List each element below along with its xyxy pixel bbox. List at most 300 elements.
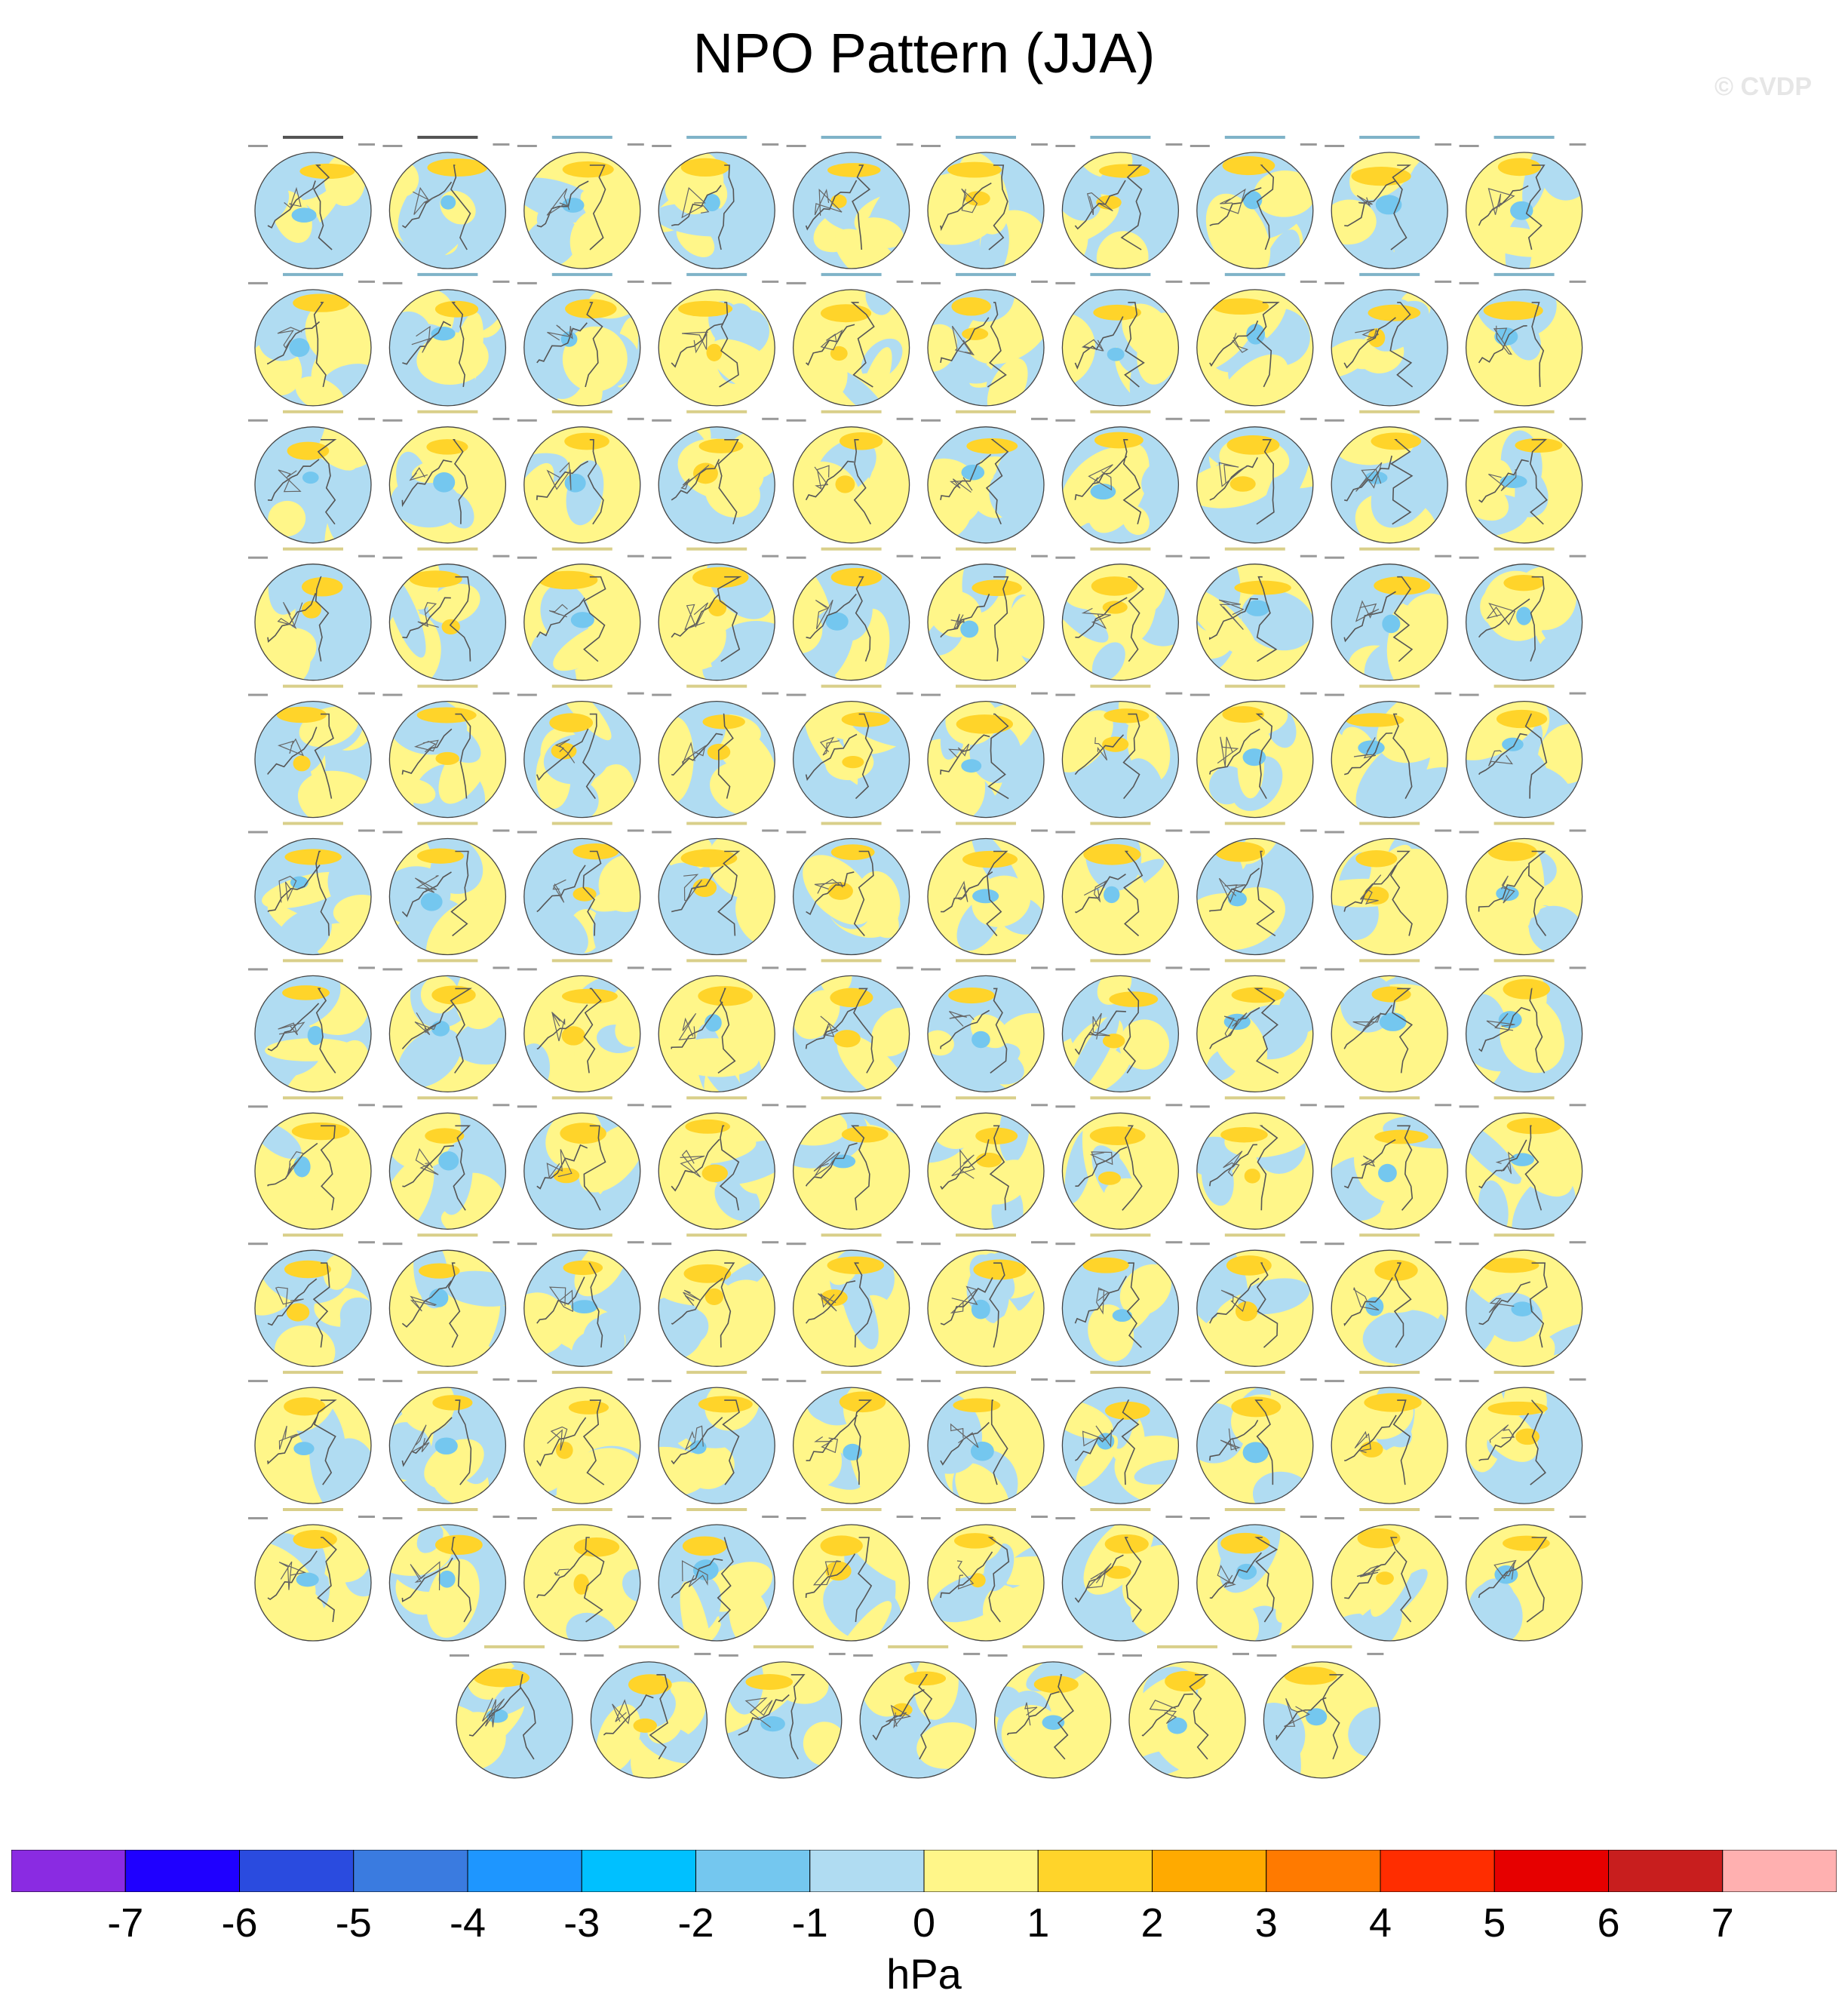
positive-core	[956, 714, 1013, 734]
map-panel	[628, 1233, 789, 1373]
panel-period-mark	[1460, 557, 1479, 559]
panel-pct-mark	[493, 966, 509, 969]
center-core	[960, 620, 978, 637]
center-core	[976, 1153, 1002, 1168]
panel-period-mark	[1325, 1243, 1344, 1245]
map-panel	[1325, 1368, 1451, 1542]
panel-pct-mark	[493, 1378, 509, 1381]
map-panel	[248, 666, 388, 840]
map-panel	[1315, 121, 1451, 290]
positive-core	[1284, 1666, 1337, 1685]
map-panel	[1028, 959, 1183, 1113]
panel-pct-mark	[1165, 966, 1182, 969]
panel-title-mark	[1359, 1371, 1420, 1374]
positive-core	[284, 849, 341, 865]
map-panel	[1054, 1227, 1189, 1411]
map-panel	[216, 1508, 403, 1641]
panel-title-mark	[686, 136, 747, 139]
colorbar-tick-label: -2	[677, 1900, 714, 1946]
panel-title-mark	[821, 410, 882, 413]
panel-period-mark	[787, 557, 806, 559]
panel-pct-mark	[1570, 143, 1586, 146]
positive-core	[1094, 432, 1143, 449]
panel-pct-mark	[493, 555, 509, 558]
map-panel	[891, 1501, 1079, 1641]
positive-core	[1374, 576, 1430, 595]
panel-title-mark	[1494, 685, 1555, 688]
panel-title-mark	[552, 959, 612, 962]
panel-title-mark	[417, 273, 477, 276]
colorbar-tick-label: 2	[1140, 1900, 1164, 1946]
colorbar-swatch	[354, 1850, 468, 1892]
map-panel	[1454, 136, 1598, 286]
positive-core	[1498, 158, 1541, 177]
panel-title-mark	[1359, 1233, 1420, 1236]
panel-pct-mark	[1300, 1241, 1317, 1243]
center-core	[292, 207, 317, 223]
panel-title-mark	[821, 548, 882, 551]
panel-title-mark	[821, 1508, 882, 1511]
panel-title-mark	[417, 1096, 477, 1099]
panel-period-mark	[787, 282, 806, 284]
panel-title-mark	[1090, 1508, 1150, 1511]
positive-core	[1226, 1255, 1272, 1276]
center-core	[565, 474, 586, 493]
panel-pct-mark	[1300, 1378, 1317, 1381]
positive-core	[954, 1533, 996, 1549]
map-panel	[1325, 673, 1478, 830]
panel-pct-mark	[762, 693, 778, 695]
panel-period-mark	[1122, 1654, 1142, 1657]
map-panel	[1325, 410, 1461, 590]
panel-period-mark	[1190, 557, 1210, 559]
panel-title-mark	[417, 959, 477, 962]
panel-title-mark	[1090, 136, 1150, 139]
panel-pct-mark	[762, 143, 778, 146]
map-panel	[238, 1233, 388, 1380]
positive-core	[563, 1261, 603, 1275]
panel-title-mark	[1225, 822, 1285, 825]
panel-pct-mark	[897, 418, 913, 420]
panel-period-mark	[248, 282, 268, 284]
panel-title-mark	[417, 822, 477, 825]
panel-period-mark	[248, 1243, 268, 1245]
panel-pct-mark	[1031, 555, 1048, 558]
map-panel	[361, 1508, 510, 1644]
panel-pct-mark	[1435, 830, 1451, 832]
panel-pct-mark	[1300, 830, 1317, 832]
panel-title-mark	[956, 1508, 1016, 1511]
map-panel	[1187, 1096, 1343, 1229]
panel-title-mark	[417, 1233, 477, 1236]
panel-pct-mark	[1300, 966, 1317, 969]
map-panel	[584, 1645, 717, 1811]
panel-pct-mark	[358, 555, 375, 558]
colorbar-tick-label: 3	[1254, 1900, 1278, 1946]
panel-title-mark	[821, 959, 882, 962]
map-panel	[382, 940, 533, 1100]
map-panel	[514, 672, 645, 865]
panel-period-mark	[921, 831, 941, 834]
panel-pct-mark	[1300, 555, 1317, 558]
panel-title-mark	[1090, 273, 1150, 276]
panel-title-mark	[1494, 1508, 1555, 1511]
panel-period-mark	[1257, 1654, 1276, 1657]
positive-core	[1346, 713, 1404, 726]
panel-pct-mark	[897, 1378, 913, 1381]
positive-core	[1093, 305, 1141, 321]
map-panel	[1460, 1371, 1586, 1504]
panel-pct-mark	[762, 1378, 778, 1381]
panel-period-mark	[921, 419, 941, 422]
panel-period-mark	[921, 968, 941, 970]
panel-title-mark	[283, 410, 343, 413]
panel-title-mark	[956, 822, 1016, 825]
center-core	[1502, 738, 1524, 751]
positive-core	[1109, 991, 1158, 1007]
panel-period-mark	[1460, 1243, 1479, 1245]
center-core	[1245, 1169, 1260, 1184]
center-core	[1376, 1571, 1394, 1584]
panel-pct-mark	[1031, 1378, 1048, 1381]
panel-pct-mark	[1165, 1516, 1182, 1518]
panel-period-mark	[652, 968, 671, 970]
center-core	[706, 344, 722, 361]
panel-period-mark	[1055, 145, 1075, 147]
panel-title-mark	[552, 1371, 612, 1374]
map-panel	[1444, 266, 1602, 406]
colorbar-tick-label: 5	[1483, 1900, 1506, 1946]
panel-pct-mark	[628, 555, 644, 558]
colorbar-units: hPa	[886, 1950, 962, 1998]
center-core	[1097, 1433, 1114, 1449]
panel-title-mark	[821, 1096, 882, 1099]
map-panel	[505, 822, 668, 977]
panel-pct-mark	[358, 830, 375, 832]
center-core	[690, 1440, 707, 1454]
panel-period-mark	[1460, 694, 1479, 696]
panel-title-mark	[1359, 1508, 1420, 1511]
panel-period-mark	[517, 1105, 537, 1107]
panel-pct-mark	[1165, 1104, 1182, 1106]
center-core	[830, 346, 848, 361]
panel-title-mark	[1494, 1096, 1555, 1099]
positive-core	[947, 162, 1002, 178]
panel-title-mark	[1359, 822, 1420, 825]
center-core	[1306, 1708, 1327, 1725]
panel-period-mark	[652, 1517, 671, 1519]
positive-core	[1215, 842, 1265, 862]
panel-title-mark	[1090, 822, 1150, 825]
center-core	[831, 1154, 856, 1168]
panel-pct-mark	[628, 830, 644, 832]
colorbar-swatch	[810, 1850, 924, 1892]
panel-pct-mark	[762, 966, 778, 969]
panel-title-mark	[283, 1233, 343, 1236]
map-panel	[1169, 685, 1317, 822]
panel-title-mark	[686, 1371, 747, 1374]
panel-period-mark	[382, 557, 402, 559]
center-core	[1228, 892, 1247, 907]
colorbar-swatch	[1038, 1850, 1152, 1892]
center-core	[961, 759, 981, 773]
positive-core	[745, 1674, 793, 1690]
panel-title-mark	[1090, 1233, 1150, 1236]
panel-title-mark	[754, 1645, 814, 1648]
map-panel	[1046, 396, 1190, 553]
panel-title-mark	[283, 685, 343, 688]
positive-core	[951, 297, 990, 315]
panel-period-mark	[921, 1243, 941, 1245]
map-panel	[242, 943, 383, 1139]
panel-pct-mark	[493, 1516, 509, 1518]
positive-core	[435, 1535, 483, 1555]
center-core	[1107, 348, 1125, 361]
panel-pct-mark	[694, 1653, 711, 1655]
map-panel	[634, 409, 783, 543]
panel-period-mark	[1325, 1517, 1344, 1519]
colorbar-swatch	[582, 1850, 695, 1892]
center-core	[421, 892, 443, 911]
panel-title-mark	[821, 822, 882, 825]
map-panel	[362, 136, 510, 281]
panel-period-mark	[517, 145, 537, 147]
map-panel	[1460, 1508, 1620, 1656]
map-panel	[382, 410, 536, 543]
panel-title-mark	[1494, 136, 1555, 139]
panel-pct-mark	[1233, 1653, 1249, 1655]
panel-period-mark	[652, 557, 671, 559]
positive-core	[685, 1120, 730, 1134]
panel-period-mark	[248, 1517, 268, 1519]
panel-period-mark	[517, 694, 537, 696]
colorbar-tick-labels	[0, 1900, 1848, 1948]
panel-pct-mark	[493, 830, 509, 832]
map-panel	[1325, 1233, 1456, 1375]
panel-pct-mark	[358, 1241, 375, 1243]
panel-period-mark	[988, 1654, 1008, 1657]
colorbar-swatch	[1266, 1850, 1380, 1892]
positive-core	[432, 1395, 472, 1410]
map-panel	[644, 813, 801, 955]
panel-title-mark	[686, 822, 747, 825]
center-core	[1382, 615, 1400, 634]
positive-core	[840, 432, 883, 450]
panel-pct-mark	[897, 693, 913, 695]
panel-period-mark	[1190, 968, 1210, 970]
center-core	[302, 472, 319, 484]
panel-period-mark	[517, 282, 537, 284]
panel-pct-mark	[493, 1104, 509, 1106]
panel-period-mark	[1325, 694, 1344, 696]
panel-title-mark	[283, 1371, 343, 1374]
panel-pct-mark	[1300, 1516, 1317, 1518]
center-core	[1358, 740, 1384, 755]
panel-period-mark	[1190, 1243, 1210, 1245]
panel-pct-mark	[1435, 418, 1451, 420]
map-panel	[905, 1089, 1048, 1239]
positive-core	[1091, 576, 1138, 596]
panel-title-mark	[417, 685, 477, 688]
panel-period-mark	[382, 1517, 402, 1519]
panel-period-mark	[382, 282, 402, 284]
panel-pct-mark	[1165, 1241, 1182, 1243]
center-core	[1098, 1172, 1121, 1185]
panel-period-mark	[517, 831, 537, 834]
map-panel	[1230, 1633, 1410, 1796]
panel-title-mark	[283, 1096, 343, 1099]
map-panel	[1310, 263, 1451, 406]
colorbar	[11, 1850, 1837, 1892]
panel-title-mark	[686, 1096, 747, 1099]
panel-pct-mark	[1570, 1104, 1586, 1106]
positive-core	[827, 163, 880, 177]
colorbar-swatch	[924, 1850, 1038, 1892]
panel-pct-mark	[1570, 1516, 1586, 1518]
panel-pct-mark	[1031, 1104, 1048, 1106]
map-panel	[376, 546, 510, 688]
panel-title-mark	[417, 1371, 477, 1374]
positive-core	[972, 579, 1022, 596]
positive-core	[842, 1126, 889, 1143]
positive-core	[564, 433, 609, 450]
panel-period-mark	[787, 1517, 806, 1519]
panel-title-mark	[1090, 1371, 1150, 1374]
map-panel	[517, 273, 644, 433]
map-panel	[248, 1349, 379, 1518]
colorbar-swatch	[1494, 1850, 1608, 1892]
map-panel	[1177, 395, 1327, 543]
map-panel	[640, 136, 778, 269]
panel-period-mark	[921, 694, 941, 696]
panel-pct-mark	[628, 281, 644, 283]
panel-title-mark	[1157, 1645, 1217, 1648]
panel-period-mark	[652, 282, 671, 284]
center-core	[293, 1157, 311, 1178]
panel-period-mark	[1190, 694, 1210, 696]
panel-title-mark	[686, 685, 747, 688]
center-core	[1515, 1428, 1539, 1445]
panel-period-mark	[652, 1243, 671, 1245]
panel-title-mark	[1494, 273, 1555, 276]
center-core	[1091, 484, 1116, 499]
panel-pct-mark	[762, 418, 778, 420]
panel-title-mark	[1359, 1096, 1420, 1099]
panel-period-mark	[1055, 968, 1075, 970]
center-core	[1104, 886, 1119, 903]
panel-period-mark	[517, 1243, 537, 1245]
colorbar-tick-label: 4	[1368, 1900, 1392, 1946]
panel-period-mark	[517, 968, 537, 970]
positive-core	[417, 849, 464, 864]
center-core	[439, 1571, 456, 1588]
panel-period-mark	[248, 1380, 268, 1382]
positive-core	[1082, 1258, 1128, 1273]
positive-core	[1364, 1393, 1421, 1412]
panel-period-mark	[787, 831, 806, 834]
panel-pct-mark	[358, 1516, 375, 1518]
panel-period-mark	[787, 145, 806, 147]
panel-period-mark	[382, 968, 402, 970]
panel-pct-mark	[1435, 555, 1451, 558]
panel-pct-mark	[1435, 1104, 1451, 1106]
map-panel	[969, 1637, 1131, 1780]
colorbar-swatch	[125, 1850, 239, 1892]
panel-pct-mark	[897, 1516, 913, 1518]
panel-period-mark	[1190, 145, 1210, 147]
panel-pct-mark	[628, 966, 644, 969]
panel-period-mark	[1460, 831, 1479, 834]
panel-title-mark	[1225, 1371, 1285, 1374]
panel-title-mark	[1090, 685, 1150, 688]
center-core	[554, 1168, 580, 1183]
panel-title-mark	[686, 1233, 747, 1236]
positive-core	[1507, 1118, 1562, 1135]
panel-pct-mark	[1165, 830, 1182, 832]
map-panel	[225, 113, 375, 272]
map-panel	[921, 1223, 1052, 1367]
panel-title-mark	[821, 136, 882, 139]
panel-pct-mark	[762, 281, 778, 283]
map-panel	[905, 136, 1061, 292]
panel-pct-mark	[1031, 966, 1048, 969]
colorbar-swatch	[468, 1850, 582, 1892]
panel-title-mark	[283, 822, 343, 825]
positive-core	[417, 707, 477, 723]
panel-period-mark	[1325, 419, 1344, 422]
panel-title-mark	[1359, 685, 1420, 688]
panel-period-mark	[787, 1380, 806, 1382]
panel-pct-mark	[1165, 693, 1182, 695]
panel-pct-mark	[1570, 555, 1586, 558]
center-core	[1168, 1718, 1187, 1734]
panel-period-mark	[248, 694, 268, 696]
center-core	[556, 1442, 573, 1459]
map-panel	[372, 1369, 509, 1516]
panel-period-mark	[1325, 968, 1344, 970]
panel-period-mark	[719, 1654, 738, 1657]
panel-period-mark	[921, 282, 941, 284]
panel-pct-mark	[358, 1378, 375, 1381]
map-panel	[1182, 937, 1336, 1107]
panel-period-mark	[1055, 557, 1075, 559]
panel-pct-mark	[1031, 1241, 1048, 1243]
panel-pct-mark	[762, 1516, 778, 1518]
panel-pct-mark	[628, 418, 644, 420]
panel-title-mark	[1494, 959, 1555, 962]
center-core	[760, 1716, 785, 1731]
map-panel	[1313, 819, 1460, 955]
center-core	[1230, 476, 1256, 491]
center-core	[1365, 1297, 1383, 1316]
panel-title-mark	[283, 548, 343, 551]
map-panel	[211, 522, 375, 709]
center-core	[842, 756, 864, 768]
positive-core	[831, 568, 883, 586]
panel-period-mark	[248, 1105, 268, 1107]
panel-title-mark	[283, 136, 343, 139]
map-panel	[1438, 952, 1586, 1097]
panel-pct-mark	[1435, 1378, 1451, 1381]
center-core	[1516, 607, 1532, 625]
center-core	[972, 889, 999, 903]
center-core	[308, 1026, 324, 1045]
center-core	[1380, 1012, 1407, 1031]
panel-title-mark	[1225, 136, 1285, 139]
panel-pct-mark	[628, 693, 644, 695]
colorbar-swatch	[1380, 1850, 1494, 1892]
map-panel	[371, 822, 522, 997]
